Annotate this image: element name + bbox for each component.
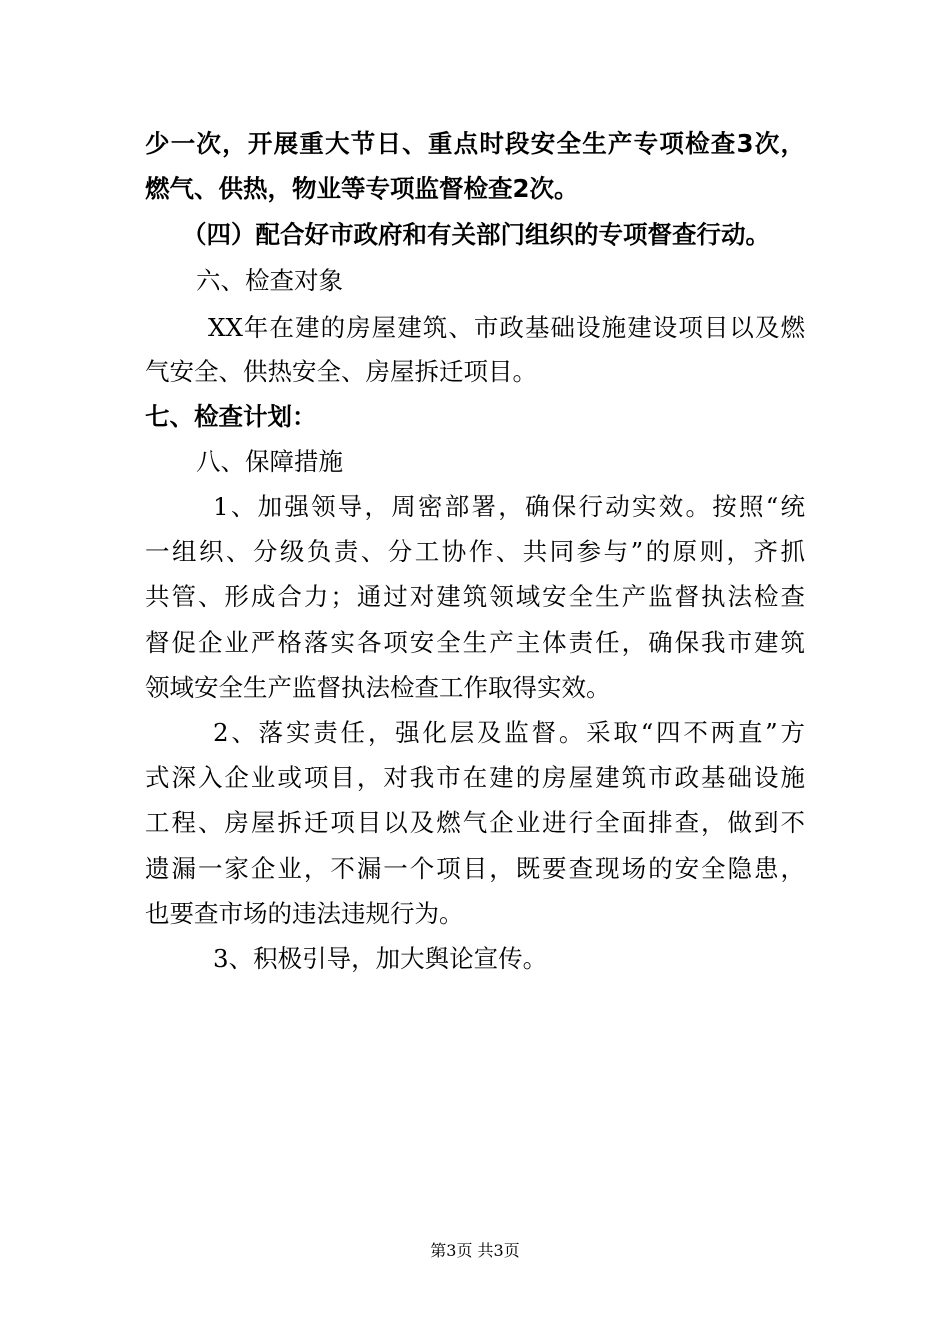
paragraph-line: 3、积极引导，加大舆论宣传。 bbox=[213, 944, 548, 973]
paragraph-line: 燃气、供热，物业等专项监督检查2次。 bbox=[145, 174, 579, 203]
paragraph-line: 式深入企业或项目，对我市在建的房屋建筑市政基础设施 bbox=[145, 763, 805, 792]
paragraph-line: 督促企业严格落实各项安全生产主体责任，确保我市建筑 bbox=[145, 628, 805, 657]
paragraph-line: 1、加强领导，周密部署，确保行动实效。按照“统 bbox=[213, 492, 805, 521]
paragraph-line: 2、落实责任，强化层及监督。采取“四不两直”方 bbox=[213, 718, 805, 747]
page-footer: 第3页 共3页 bbox=[430, 1241, 520, 1260]
paragraph-line: 气安全、供热安全、房屋拆迁项目。 bbox=[145, 357, 537, 386]
paragraph-line: 少一次，开展重大节日、重点时段安全生产专项检查3次， bbox=[145, 129, 805, 158]
paragraph-line: 工程、房屋拆迁项目以及燃气企业进行全面排查，做到不 bbox=[145, 808, 805, 837]
section-heading: 八、保障措施 bbox=[196, 447, 343, 476]
paragraph-line: XX年在建的房屋建筑、市政基础设施建设项目以及燃 bbox=[208, 313, 805, 342]
paragraph-line: 也要查市场的违法违规行为。 bbox=[145, 899, 464, 928]
paragraph-line: 领域安全生产监督执法检查工作取得实效。 bbox=[145, 673, 611, 702]
section-heading: 七、检查计划： bbox=[145, 402, 317, 431]
paragraph-line: （四）配合好市政府和有关部门组织的专项督查行动。 bbox=[182, 220, 770, 249]
paragraph-line: 遗漏一家企业，不漏一个项目，既要查现场的安全隐患， bbox=[145, 854, 805, 883]
paragraph-line: 一组织、分级负责、分工协作、共同参与”的原则，齐抓 bbox=[145, 537, 805, 566]
section-heading: 六、检查对象 bbox=[196, 266, 343, 295]
paragraph-line: 共管、形成合力；通过对建筑领域安全生产监督执法检查 bbox=[145, 582, 805, 611]
